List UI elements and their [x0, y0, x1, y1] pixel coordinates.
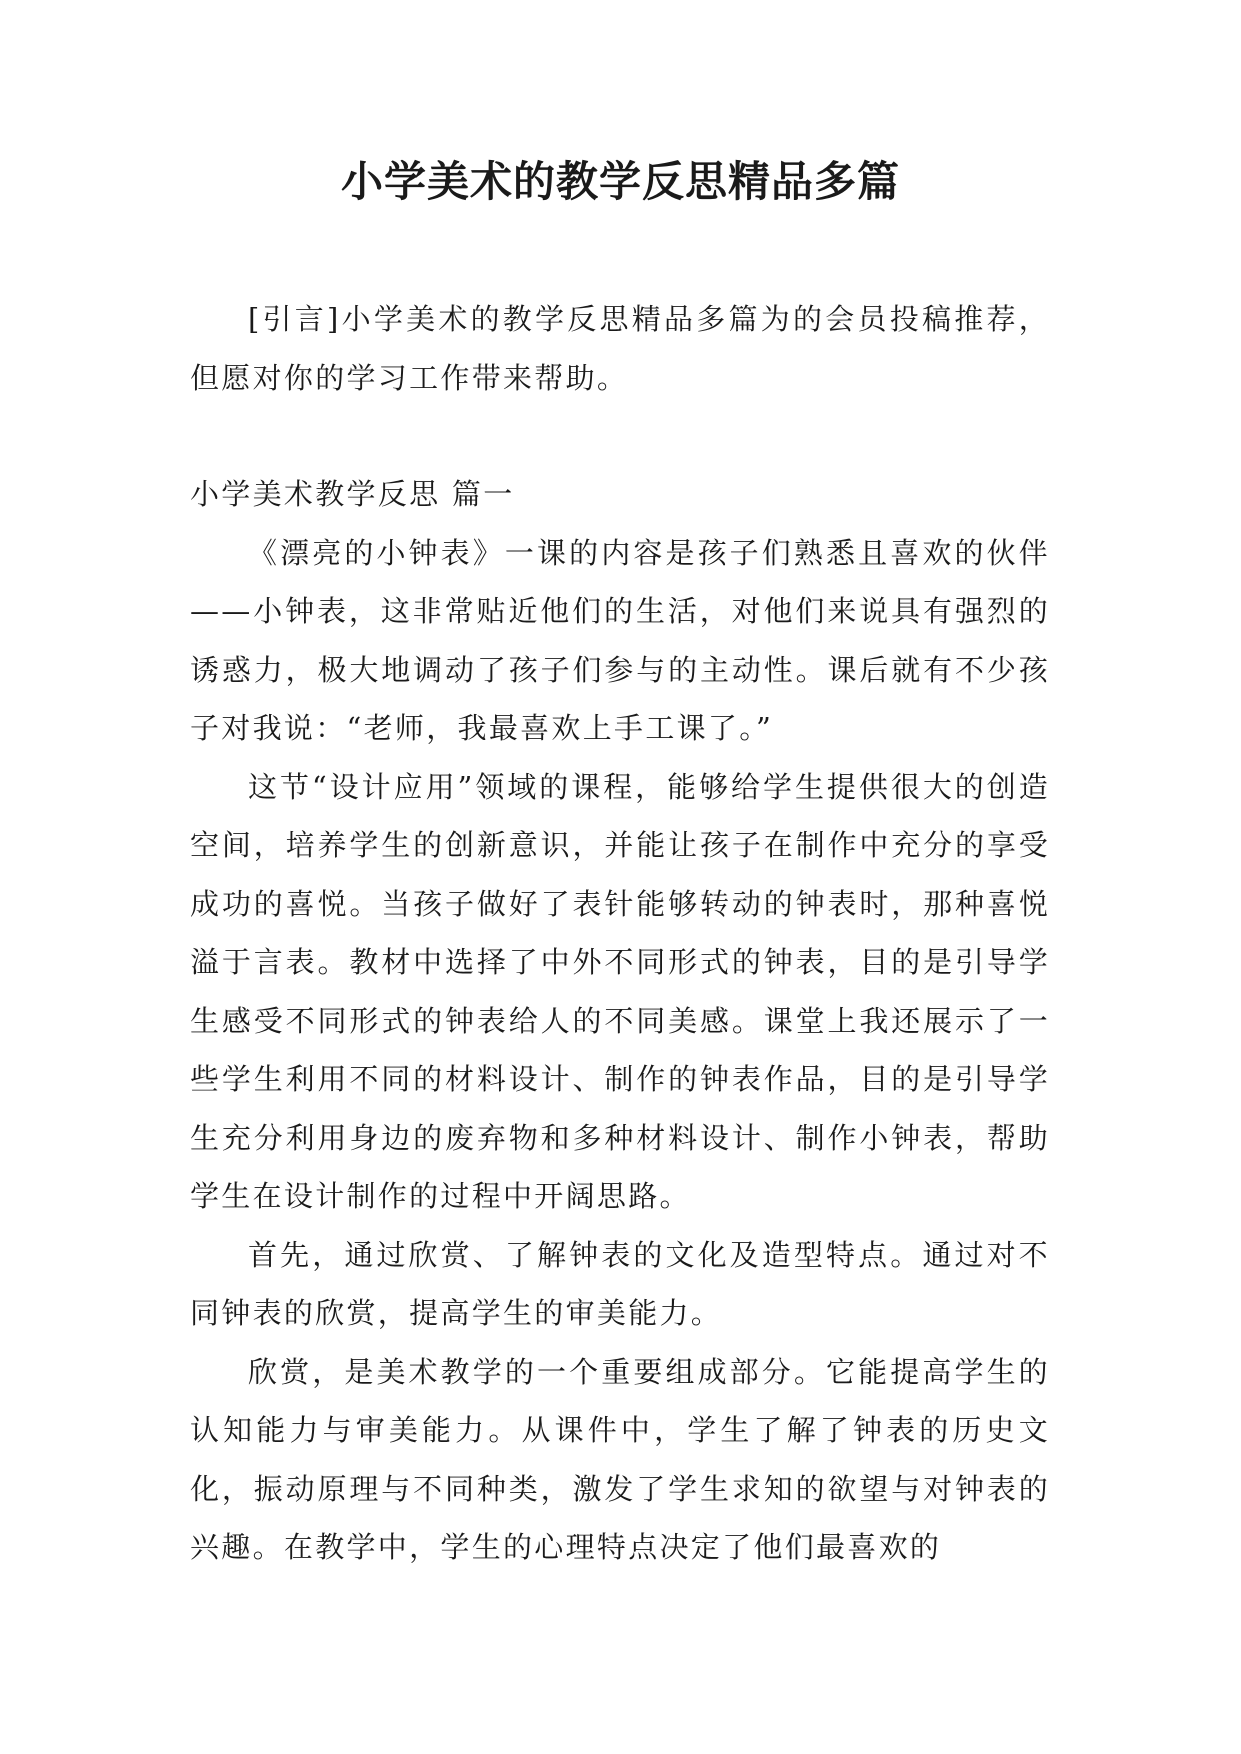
document-title: 小学美术的教学反思精品多篇 — [340, 157, 900, 206]
body-paragraph: 欣赏，是美术教学的一个重要组成部分。它能提高学生的认知能力与审美能力。从课件中，学生了解了钟表的历史文化，振动原理与不同种类，激发了学生求知的欲望与对钟表的兴趣。在教学中，学生的心理特点决定了他们最喜欢的 — [190, 1354, 1050, 1564]
intro-paragraph: [引言]小学美术的教学反思精品多篇为的会员投稿推荐，但愿对你的学习工作带来帮助。 — [190, 302, 1050, 395]
section-heading: 小学美术教学反思 篇一 — [190, 477, 515, 511]
spacer — [190, 407, 1050, 465]
body-paragraph: 《漂亮的小钟表》一课的内容是孩子们熟悉且喜欢的伙伴——小钟表，这非常贴近他们的生活，对他们来说具有强烈的诱惑力，极大地调动了孩子们参与的主动性。课后就有不少孩子对我说：“老师，我最喜欢上手工课了。” — [190, 535, 1050, 745]
body-paragraph: 首先，通过欣赏、了解钟表的文化及造型特点。通过对不同钟表的欣赏，提高学生的审美能力。 — [190, 1237, 1050, 1330]
document-body — [190, 290, 1050, 1577]
body-paragraph: 这节“设计应用”领域的课程，能够给学生提供很大的创造空间，培养学生的创新意识，并能让孩子在制作中充分的享受成功的喜悦。当孩子做好了表针能够转动的钟表时，那种喜悦溢于言表。教材中选择了中外不同形式的钟表，目的是引导学生感受不同形式的钟表给人的不同美感。课堂上我还展示了一些学生利用不同的材料设计、制作的钟表作品，目的是引导学生充分利用身边的废弃物和多种材料设计、制作小钟表，帮助学生在设计制作的过程中开阔思路。 — [190, 769, 1050, 1213]
